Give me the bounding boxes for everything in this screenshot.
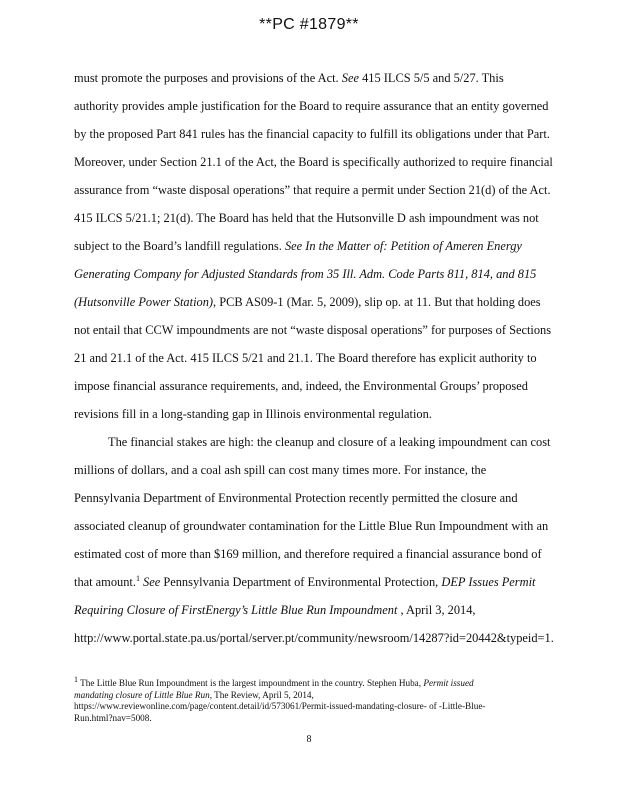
text-line-5: assurance from “waste disposal operations” that require a permit under Section 21(d) of the Act. — [74, 183, 551, 197]
text-line-9: (Hutsonville Power Station), PCB AS09-1 (Mar. 5, 2009), slip op. at 11. But that holding does — [74, 295, 541, 309]
footnote-ref[interactable]: 1 — [135, 573, 140, 583]
text-line-18: estimated cost of more than $169 million, and therefore required a financial assurance bond of — [74, 547, 542, 561]
text-line-8: Generating Company for Adjusted Standards from 35 Ill. Adm. Code Parts 811, 814, and 815 — [74, 267, 537, 281]
text-line-7: subject to the Board’s landfill regulations. See In the Matter of: Petition of Ameren Energy — [74, 239, 522, 253]
text-line-20: Requiring Closure of FirstEnergy’s Little Blue Run Impoundment , April 3, 2014, — [74, 603, 476, 617]
footnote-line-1: $^1$ The Little Blue Run Impoundment is the largest impoundment in the country. Stephen Huba, Permit issued — [74, 674, 474, 688]
body-text — [74, 64, 614, 652]
footnote-line-2: mandating closure of Little Blue Run, The Review, April 5, 2014, — [74, 689, 314, 700]
text-line-17: associated cleanup of groundwater contamination for the Little Blue Run Impoundment with an — [74, 519, 549, 533]
pc-stamp-header: **PC #1879** — [259, 16, 359, 33]
text-line-3: by the proposed Part 841 rules has the financial capacity to fulfill its obligations under that Part. — [74, 127, 550, 141]
page-number: 8 — [306, 734, 312, 745]
text-line-4: Moreover, under Section 21.1 of the Act, the Board is specifically authorized to require financial — [74, 155, 553, 169]
text-line-10: not entail that CCW impoundments are not “waste disposal operations” for purposes of Sections — [74, 323, 552, 337]
text-line-12: impose financial assurance requirements, and, indeed, the Environmental Groups’ proposed — [74, 379, 528, 393]
text-line-14: The financial stakes are high: the cleanup and closure of a leaking impoundment can cost — [108, 435, 551, 449]
text-line-6: 415 ILCS 5/21.1; 21(d). The Board has held that the Hutsonville D ash impoundment was not — [74, 211, 539, 225]
text-line-21-url[interactable]: http://www.portal.state.pa.us/portal/server.pt/community/newsroom/14287?id=20442&typeid=1. — [74, 631, 554, 645]
text-line-13: revisions fill in a long-standing gap in Illinois environmental regulation. — [74, 407, 432, 421]
text-line-16: Pennsylvania Department of Environmental Protection recently permitted the closure and — [74, 491, 518, 505]
footnote — [74, 674, 594, 724]
text-line-15: millions of dollars, and a coal ash spill can cost many times more. For instance, the — [74, 463, 487, 477]
footnote-url[interactable]: https://www.reviewonline.com/page/content.detail/id/573061/Permit-issued-mandating-closure- of -Little-Blue- — [74, 701, 486, 712]
footnote-number: 1 — [74, 674, 78, 684]
footnote-line-4: Run.html?nav=5008. — [74, 712, 152, 723]
text-line-19: that amount.$^1$ See Pennsylvania Department of Environmental Protection, DEP Issues Permit — [74, 573, 536, 589]
text-line-1: must promote the purposes and provisions of the Act. See 415 ILCS 5/5 and 5/27. This — [74, 71, 504, 85]
text-line-2: authority provides ample justification for the Board to require assurance that an entity governed — [74, 99, 549, 113]
text-line-11: 21 and 21.1 of the Act. 415 ILCS 5/21 and 21.1. The Board therefore has explicit authority to — [74, 351, 537, 365]
